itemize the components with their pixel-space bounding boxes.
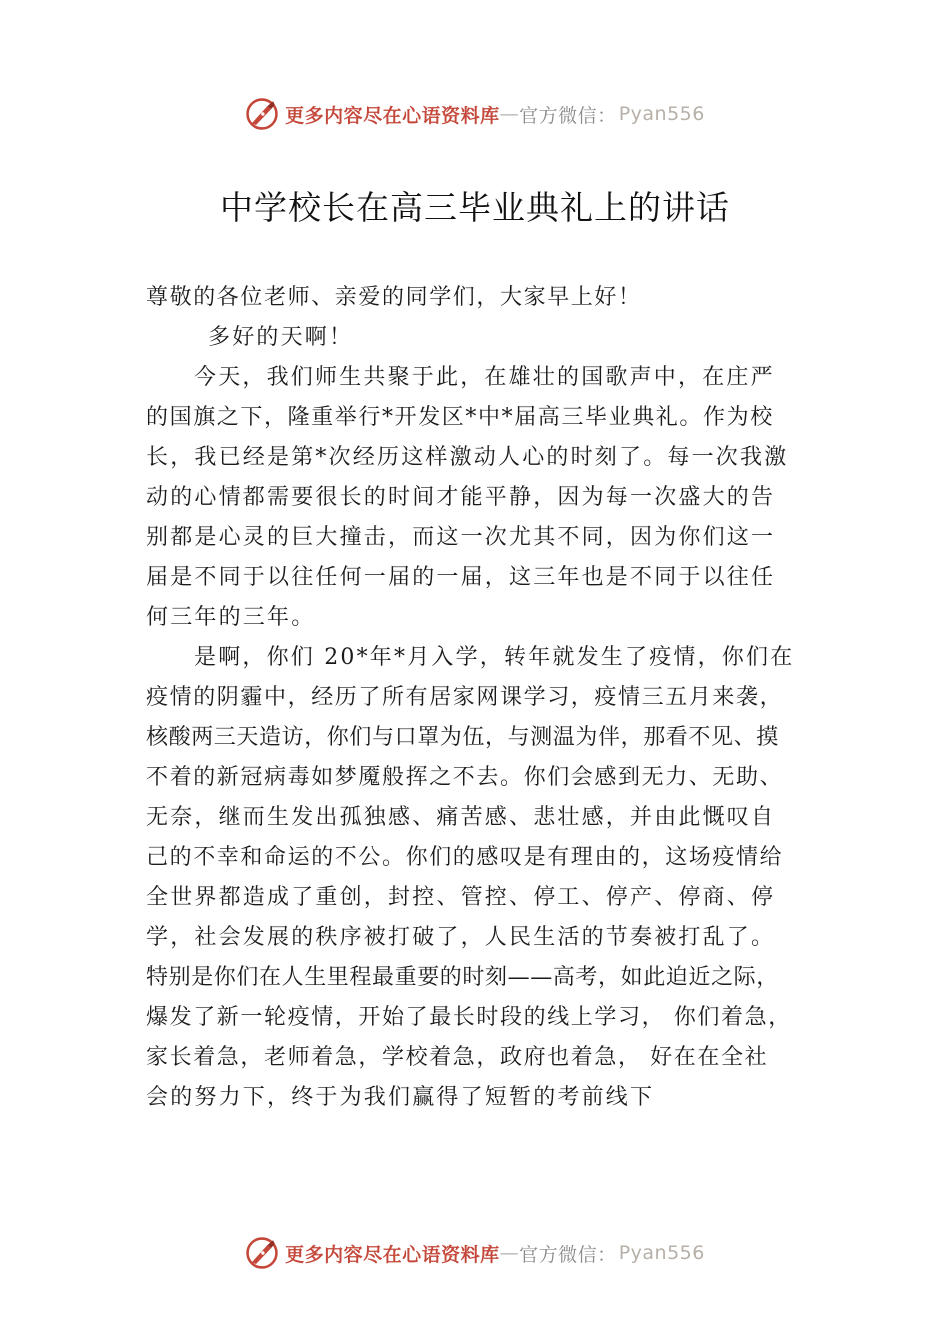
paragraph-line: 家长着急，老师着急，学校着急，政府也着急， 好在在全社 (146, 1045, 769, 1070)
paragraph-line: 学，社会发展的秩序被打破了，人民生活的节奏被打乱了。 (146, 925, 776, 950)
paragraph-line: 是啊，你们 20*年*月入学，转年就发生了疫情，你们在 (194, 645, 795, 670)
document-title: 中学校长在高三毕业典礼上的讲话 (220, 188, 730, 227)
document-body (146, 278, 846, 1118)
paragraph-line: 爆发了新一轮疫情，开始了最长时段的线上学习， 你们着急， (146, 1005, 792, 1030)
paragraph-line: 的国旗之下，隆重举行*开发区*中*届高三毕业典礼。作为校 (146, 405, 774, 430)
banner-colon: ： (597, 1243, 617, 1266)
paragraph-line: 多好的天啊！ (208, 325, 354, 350)
footer-banner (0, 1233, 950, 1273)
paragraph-line: 疫情的阴霾中，经历了所有居家网课学习，疫情三五月来袭， (146, 685, 784, 710)
banner-colon: ： (597, 104, 617, 127)
banner-brand-text: 更多内容尽在心语资料库 (285, 104, 500, 127)
paragraph-line: 今天，我们师生共聚于此，在雄壮的国歌声中，在庄严 (194, 365, 775, 390)
quill-pen-logo-icon (245, 1236, 279, 1270)
paragraph-line: 己的不幸和命运的不公。你们的感叹是有理由的，这场疫情给 (146, 845, 784, 870)
paragraph-line: 会的努力下，终于为我们赢得了短暂的考前线下 (146, 1085, 655, 1110)
banner-dash: — (499, 1242, 520, 1264)
banner-wechat-handle: Pyan556 (618, 1242, 705, 1264)
paragraph-line: 别都是心灵的巨大撞击，而这一次尤其不同，因为你们这一 (146, 525, 776, 550)
banner-label: 官方微信 (519, 104, 598, 127)
banner-label: 官方微信 (519, 1243, 598, 1266)
paragraph-line: 届是不同于以往任何一届的一届，这三年也是不同于以往任 (146, 565, 776, 590)
paragraph-line: 核酸两三天造访，你们与口罩为伍，与测温为伴，那看不见、摸 (146, 725, 779, 750)
banner-dash: — (499, 103, 520, 125)
header-banner (0, 94, 950, 134)
banner-brand-text: 更多内容尽在心语资料库 (285, 1243, 500, 1266)
quill-pen-logo-icon (245, 97, 279, 131)
paragraph-line: 无奈，继而生发出孤独感、痛苦感、悲壮感，并由此慨叹自 (146, 805, 776, 830)
paragraph-line: 动的心情都需要很长的时间才能平静，因为每一次盛大的告 (146, 485, 776, 510)
paragraph-line: 尊敬的各位老师、亲爱的同学们，大家早上好！ (146, 285, 642, 310)
banner-wechat-handle: Pyan556 (618, 103, 705, 125)
paragraph-line: 全世界都造成了重创，封控、管控、停工、停产、停商、停 (146, 885, 776, 910)
paragraph-line: 何三年的三年。 (146, 605, 316, 630)
paragraph-line: 特别是你们在人生里程最重要的时刻——高考，如此迫近之际， (146, 965, 779, 990)
paragraph-line: 不着的新冠病毒如梦魇般挥之不去。你们会感到无力、无助、 (146, 765, 784, 790)
paragraph-line: 长，我已经是第*次经历这样激动人心的时刻了。每一次我激 (146, 445, 789, 470)
